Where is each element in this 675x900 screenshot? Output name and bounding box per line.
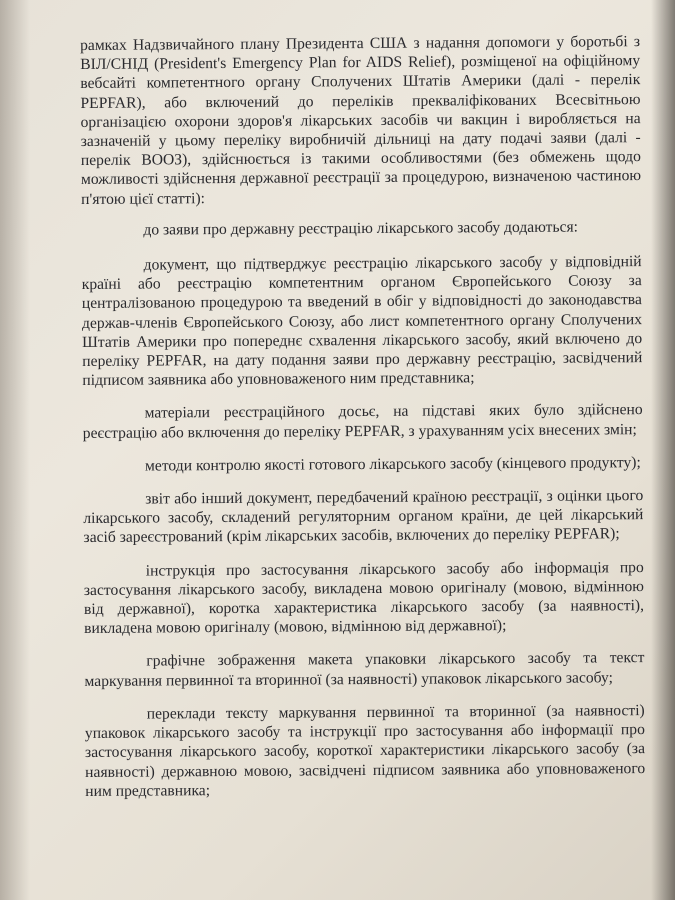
page-edge-shadow (651, 0, 675, 900)
page-shadow (0, 0, 30, 900)
paragraph-evaluation-report: звіт або інший документ, передбачений країною реєстрації, з оцінки цього лікарського засобу, складений регуляторним органом країни, де цей лікарський засіб зареєстрований (крім лікарських засобів, включених до переліку PEPFAR); (83, 487, 644, 547)
paragraph-attachments-heading: до заяви про державну реєстрацію лікарського засобу додаються: (143, 218, 579, 239)
paragraph-intro: рамках Надзвичайного плану Президента США з надання допомоги у боротьбі з ВІЛ/СНІД (President's Emergency Plan for AIDS Relief), розміщеної на офіційному вебсайті компетентного органу Сполучених Штатів Америки (далі - перелік PEPFAR), або включений до переліків прекваліфікованих Всесвітньою організацією охорони здоров'я лікарських засобів чи вакцин і виробляється на зазначеній у цьому переліку виробничій дільниці на дату подачі заяви (далі - перелік ВООЗ), здійснюється із такими особливостями (без обмежень щодо можливості здійснення державної реєстрації за процедурою, визначеною частиною п'ятою цієї статті): (80, 33, 642, 208)
paragraph-packaging-layout: графічне зображення макета упаковки лікарського засобу та текст маркування первинної та вторинної (за наявності) упаковок лікарського засобу; (84, 649, 645, 690)
document-body (80, 32, 645, 815)
paragraph-quality-control: методи контролю якості готового лікарського засобу (кінцевого продукту); (144, 453, 641, 475)
paragraph-dossier-materials: матеріали реєстраційного досьє, на підставі яких було здійснено реєстрацію або включення до переліку PEPFAR, з урахуванням усіх внесених змін; (82, 401, 643, 442)
paragraph-translations: переклади тексту маркування первинної та вторинної (за наявності) упаковок лікарського засобу та інструкції про застосування або інформації про застосування лікарського засобу, короткої характеристики лікарського засобу (за наявності) державною мовою, засвідчені підписом заявника або уповноваженого ним представника; (84, 701, 646, 800)
paragraph-instruction: інструкція про застосування лікарського засобу або інформація про застосування лікарського засобу, викладена мовою оригіналу (мовою, відмінною від державної), коротка характеристика лікарського засобу (за наявності), викладена мовою оригіналу (мовою, відмінною від державної); (83, 558, 645, 638)
paragraph-registration-document: документ, що підтверджує реєстрацію лікарського засобу у відповідній країні або реєстрацію компетентним органом Європейського Союзу за централізованою процедурою та введений в обіг у відповідності до законодавства держав-членів Європейського Союзу, або лист компетентного органу Сполучених Штатів Америки про попереднє схвалення лікарського засобу, який включено до переліку PEPFAR, на дату подання заяви про державну реєстрацію, засвідчений підписом заявника або уповноваженого ним представника; (81, 253, 643, 390)
